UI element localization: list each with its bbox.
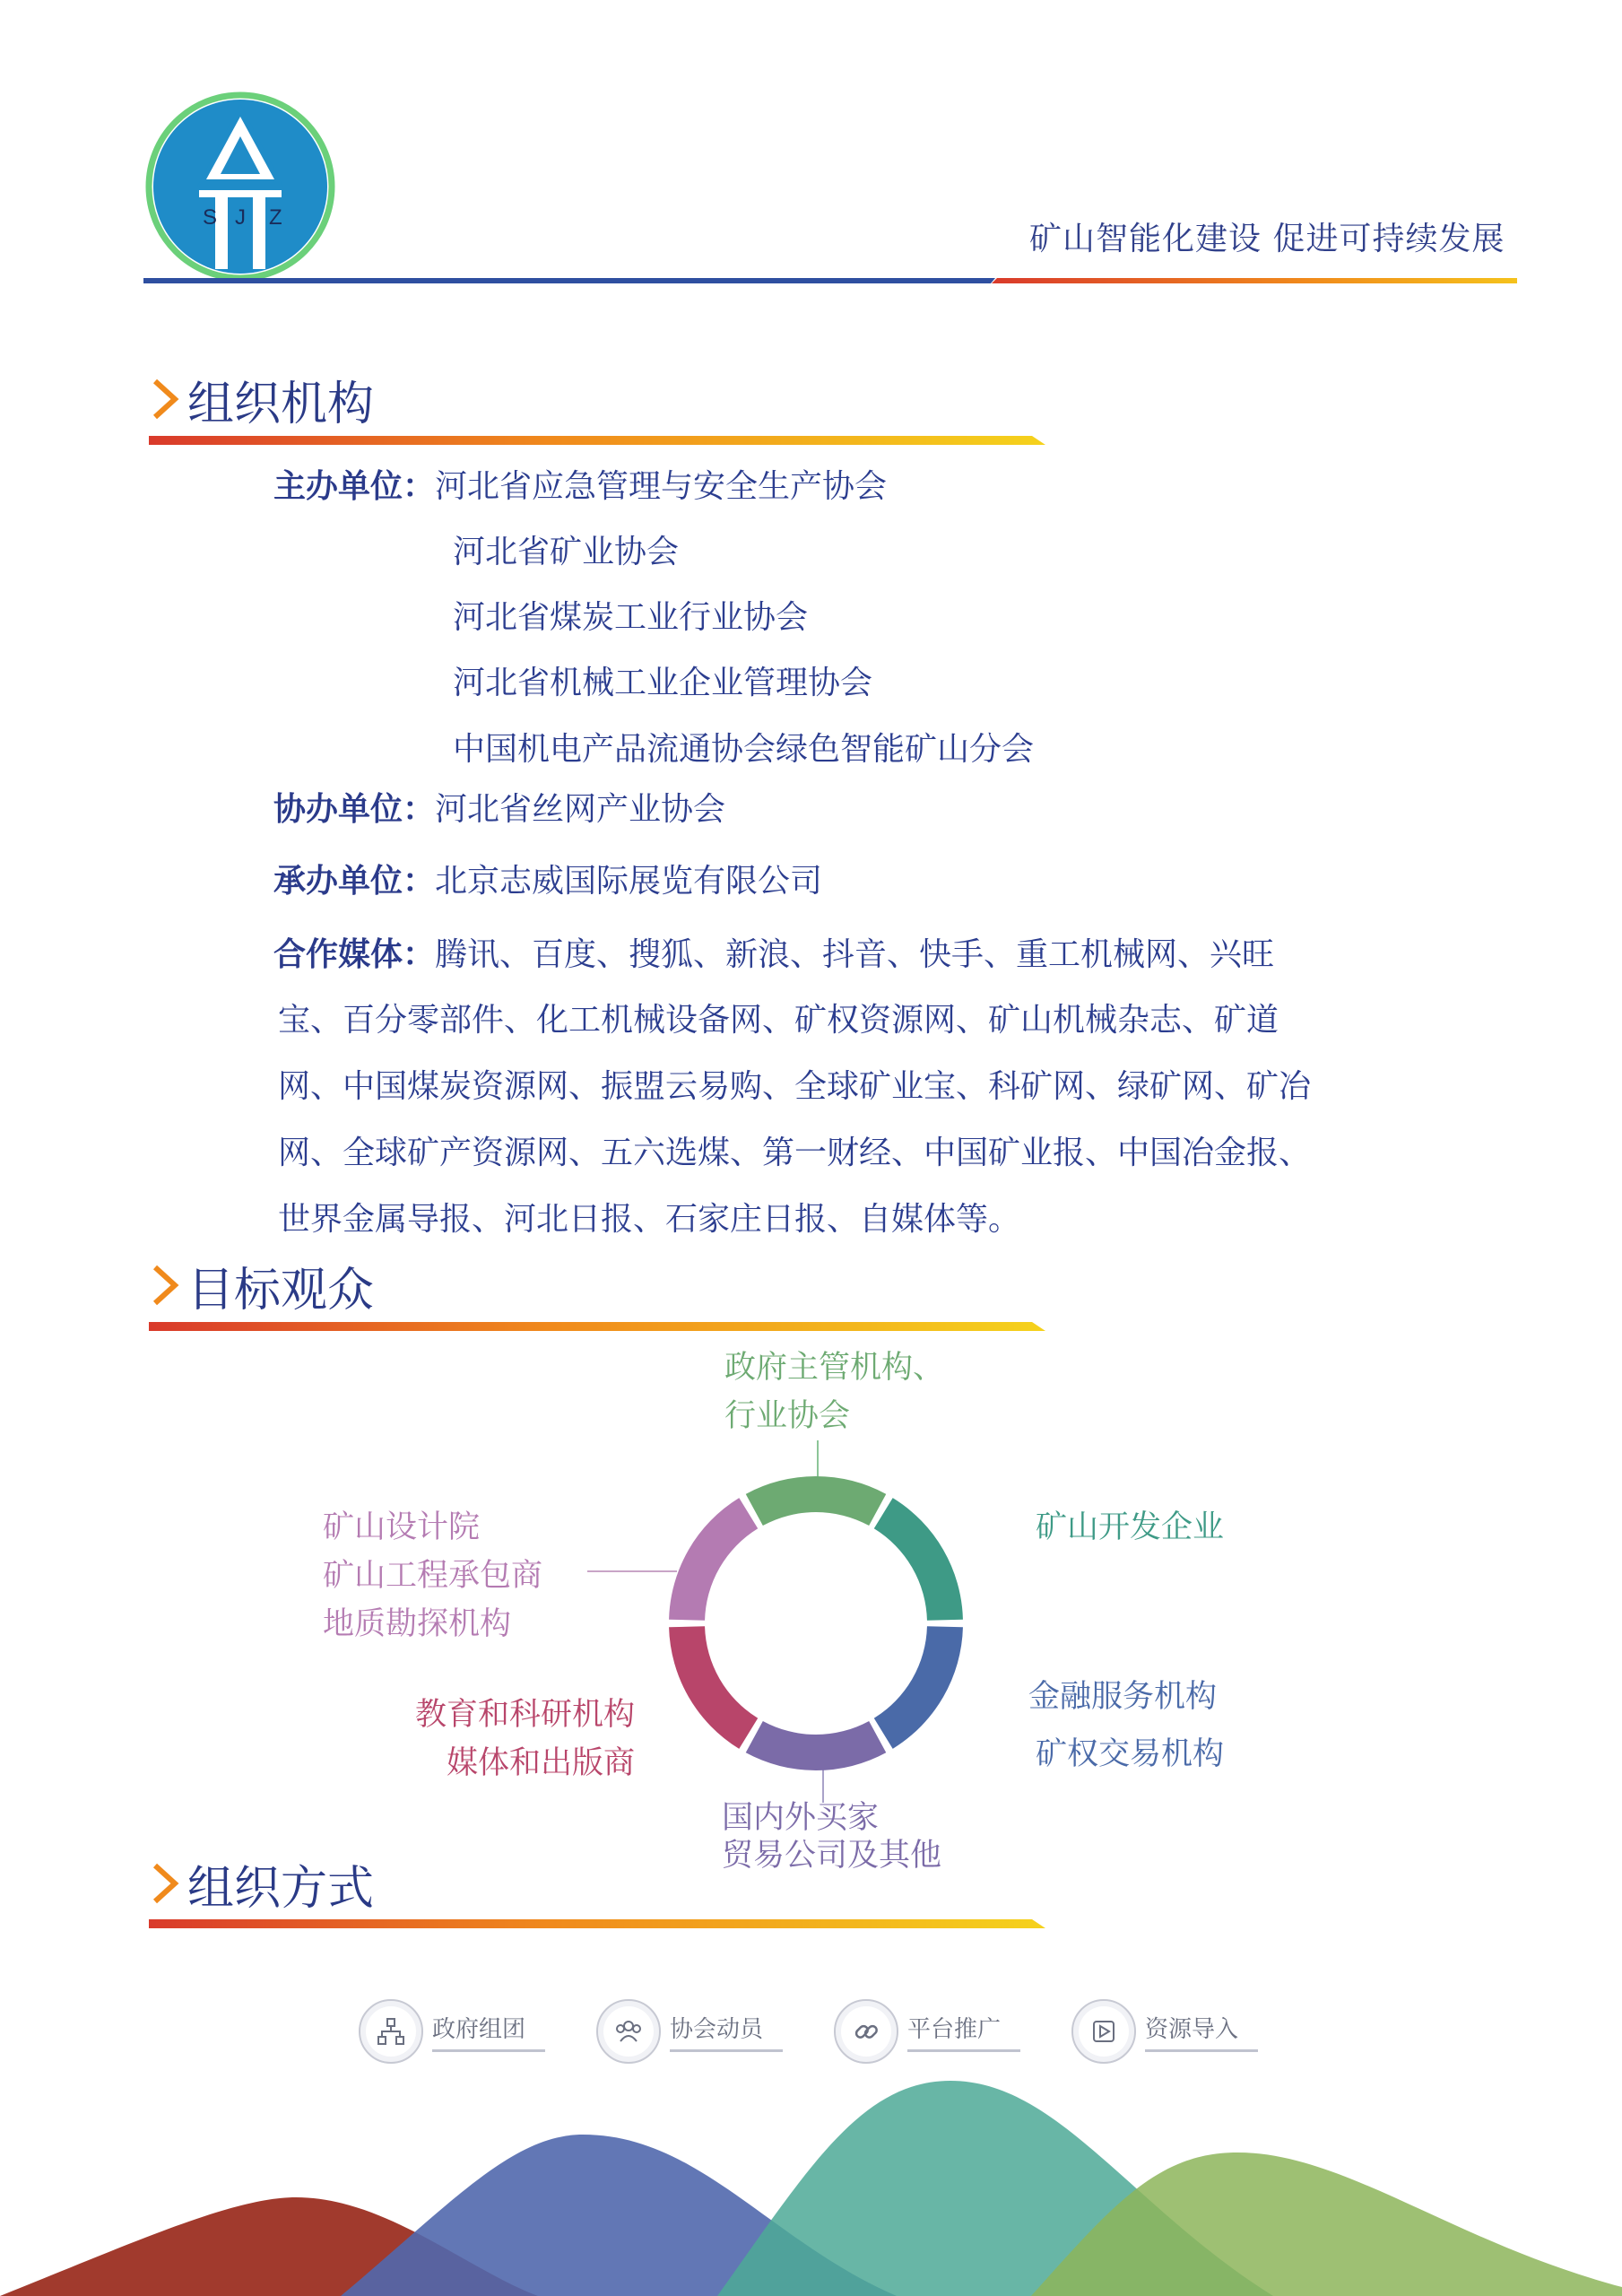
section-heading-organization (148, 368, 374, 430)
undertaker-row (273, 861, 822, 901)
host-item: 河北省矿业协会 (453, 534, 680, 570)
method-resource-import (1071, 1996, 1258, 2067)
method-association-mobilization (596, 1996, 783, 2067)
audience-label-mining-companies: 矿山开发企业 (1036, 1509, 1225, 1545)
logo-letter-j: J (235, 205, 246, 230)
host-item: 河北省应急管理与安全生产协会 (435, 468, 888, 505)
host-label: 主办单位： (273, 467, 436, 505)
method-label: 平台推广 (907, 2011, 1020, 2052)
section-heading-methods (148, 1852, 374, 1915)
logo-letter-s: S (203, 205, 218, 230)
chevron-right-icon (148, 1262, 182, 1309)
header-tagline: 矿山智能化建设 促进可持续发展 (1029, 221, 1505, 257)
donut-segment (746, 1721, 887, 1770)
host-item: 河北省煤炭工业行业协会 (453, 599, 809, 636)
donut-segment (746, 1476, 887, 1526)
audience-label-design-institutes: 矿山设计院 矿山工程承包商 地质勘探机构 (323, 1509, 543, 1642)
section-divider (149, 1322, 1045, 1331)
donut-segment (669, 1626, 758, 1749)
undertaker-value: 北京志威国际展览有限公司 (435, 863, 823, 900)
header-divider (143, 274, 1517, 287)
import-icon (1071, 1999, 1136, 2064)
method-platform-promotion (834, 1996, 1020, 2067)
section-divider (149, 1919, 1045, 1928)
section-title-audience: 目标观众 (187, 1263, 375, 1318)
section-title-organization: 组织机构 (187, 377, 375, 431)
media-line: 网、全球矿产资源网、五六选煤、第一财经、中国矿业报、中国冶金报、 (278, 1135, 1312, 1171)
logo-letter-z: Z (269, 205, 282, 230)
host-row (273, 466, 887, 507)
host-item: 中国机电产品流通协会绿色智能矿山分会 (453, 731, 1035, 768)
chevron-right-icon (148, 376, 182, 422)
media-line: 宝、百分零部件、化工机械设备网、矿权资源网、矿山机械杂志、矿道 (278, 1002, 1279, 1039)
co-organizer-label: 协办单位： (273, 790, 436, 828)
group-icon (596, 1999, 661, 2064)
host-item: 河北省机械工业企业管理协会 (453, 665, 873, 701)
donut-segment (874, 1626, 963, 1749)
link-icon (834, 1999, 898, 2064)
org-chart-icon (359, 1999, 423, 2064)
media-label: 合作媒体： (273, 935, 436, 973)
audience-label-buyers: 国内外买家 贸易公司及其他 (722, 1800, 942, 1874)
undertaker-label: 承办单位： (273, 862, 436, 900)
co-organizer-row (273, 789, 725, 830)
section-title-methods: 组织方式 (187, 1861, 375, 1916)
method-label: 资源导入 (1145, 2011, 1258, 2052)
co-organizer-value: 河北省丝网产业协会 (435, 791, 726, 828)
section-heading-audience (148, 1254, 374, 1317)
media-line: 网、中国煤炭资源网、振盟云易购、全球矿业宝、科矿网、绿矿网、矿冶 (278, 1068, 1312, 1105)
method-government-group (359, 1996, 545, 2067)
decorative-waves (0, 2063, 1622, 2296)
media-line: 世界金属导报、河北日报、石家庄日报、自媒体等。 (278, 1201, 1021, 1238)
audience-donut-chart (664, 1471, 968, 1776)
method-label: 政府组团 (432, 2011, 545, 2052)
sjz-logo (143, 90, 341, 283)
audience-label-education-media: 教育和科研机构 媒体和出版商 (414, 1697, 635, 1781)
section-divider (149, 436, 1045, 445)
media-line: 腾讯、百度、搜狐、新浪、抖音、快手、重工机械网、兴旺 (435, 936, 1275, 973)
media-row (273, 935, 1274, 975)
method-label: 协会动员 (670, 2011, 783, 2052)
donut-segment (669, 1498, 758, 1621)
audience-label-finance: 金融服务机构 矿权交易机构 (1028, 1679, 1225, 1772)
donut-segment (874, 1498, 963, 1621)
audience-label-government: 政府主管机构、 行业协会 (724, 1350, 945, 1434)
chevron-right-icon (148, 1860, 182, 1907)
